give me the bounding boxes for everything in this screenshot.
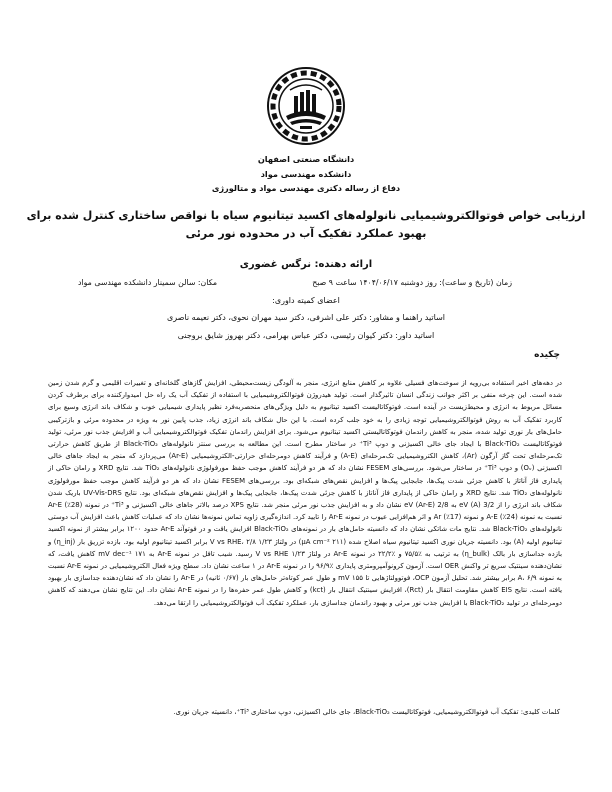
abstract-body <box>48 377 562 609</box>
faculty-name: دانشکده مهندسی مواد <box>260 169 352 179</box>
thesis-title-line2: بهبود عملکرد تفکیک آب در محدوده نور مرئی <box>185 227 427 240</box>
defense-line: دفاع از رساله دکتری مهندسی مواد و متالورژی <box>211 183 401 193</box>
committee-referees: اساتید داور: دکتر کیوان رئیسی، دکتر عباس بهرامی، دکتر بهروز شایق بروجنی <box>177 331 435 340</box>
presenter: ارائه دهنده: نرگس غضوری <box>239 259 373 270</box>
abstract-heading: چکیده <box>534 350 560 360</box>
university-name: دانشگاه صنعتی اصفهان <box>257 154 355 164</box>
committee-advisors: اساتید راهنما و مشاور: دکتر علی اشرفی، دکتر سید مهران نحوی، دکتر نعیمه ناصری <box>166 313 445 322</box>
session-place: مکان: سالن سمینار دانشکده مهندسی مواد <box>78 278 218 287</box>
abstract-paragraph: در دهه‌های اخیر استفاده بی‌رویه از سوخت‌های فسیلی علاوه بر کاهش منابع انرژی، منجر به آلودگی زیست‌محیطی، افزایش گازهای گلخانه‌ای و تغییرات اقلیمی و گرم شدن زمین شده است. این چرخه منفی بر اکثر جوانب زندگی انسان تاثیرگذار است. تولید هیدروژن فوتوالکتروشیمیایی با استفاده از تفکیک آب یک راه حل امیدوارکننده برای برطرف کردن مسائل مربوط به انرژی و محیط‌زیست در آینده است. فوتوکاتالیست اکسید تیتانیوم به دلیل ویژگی‌های منحصربه‌فرد نظیر پایداری شیمیایی خوب و شکاف باند انرژی وسیع برای کاربرد تفکیک آب به روش فوتوالکتروشیمیایی توجه زیادی را به خود جلب کرده است. با این حال شکاف باند انرژی زیاد، جذب پایین نور به ویژه در محدوده مرئی و بازترکیبی حامل‌های بار نوری تولید شده، منجر به کاهش راندمان فوتوکاتالیستی اکسید تیتانیوم می‌شود. برای افزایش راندمان تفکیک فوتوالکتروشیمیایی آب و افزایش جذب نور مرئی، تولید فوتوکاتالیست Black-TiO₂ با ایجاد جای خالی اکسیژنی و دوپ Ti³⁺ در ساختار مطرح است. این مطالعه به بررسی سنتز نانولوله‌های Black-TiO₂ از طریق کاهش حرارتی تک‌مرحله‌ای تحت گاز آرگون (Ar)، کاهش الکتروشیمیایی تک‌مرحله‌ای (A-E) و فرآیند کاهش دومرحله‌ای حرارتی-الکتروشیمیایی (Ar-E) می‌پردازد که منجر به ایجاد جاهای خالی اکسیژنی (Oᵥ) و دوپ Ti³⁺ در ساختار می‌شود. بررسی‌های FESEM نشان داد که هر دو فرآیند کاهش موجب حفظ مورفولوژی نانولوله‌های TiO₂ شد. نتایج XRD و رامان حاکی از پایداری فاز آناتاز با کاهش جزئی شدت پیک‌ها، جابجایی پیک‌ها و افزایش نقص‌های شبکه‌ای بود. بررسی‌های FESEM نشان داد که هر دو فرآیند کاهش موجب حفظ مورفولوژی نانولوله‌های TiO₂ شد. نتایج XRD و رامان حاکی از پایداری فاز آناتاز با کاهش جزئی شدت پیک‌ها، جابجایی پیک‌ها و افزایش نقص‌های شبکه‌ای بود. نتایج UV-Vis-DRS باریک شدن شکاف باند انرژی را از 3/2 eV (A) به 2/8 eV (Ar-E) نشان داد و به افزایش جذب نور مرئی منجر شد. نتایج XPS درصد بالاتر جاهای خالی اکسیژنی و Ti³⁺ در نمونه Ar-E (٪28) نسبت به نمونه A-E (٪24) و نمونه Ar (٪17) و اثر هم‌افزایی عیوب در نمونه Ar-E را تایید کرد. اندازه‌گیری زاویه تماس نمونه‌ها نشان داد که عملیات کاهش باعث افزایش آب دوستی نانولوله‌های Black-TiO₂ شد. نتایج مات شاتکی نشان داد که دانسیته حامل‌های بار در نمونه‌های Black-TiO₂ افزایش یافت و در فوتوآند Ar-E حدود ۱۲۰۰ برابر بیشتر از نمونه اکسید تیتانیوم اولیه (A) بود. دانسیته جریان نوری اکسید تیتانیوم سیاه اصلاح شده (۲۱۱ μA cm⁻²) در ولتاژ ۱/۲۳ V vs RHE، ۲/۸ برابر اکسید تیتانیوم اولیه بود. بازده تزریق بار (η_inj) و بازده جداسازی بار بالک (η_bulk) به ترتیب به ٪۷۵/۵ و ٪۲۲/۲ در نمونه Ar-E در ولتاژ ۱/۲۳ V vs RHE رسید. شیب تافل در نمونه Ar-E به ۱۷۱ mV dec⁻¹ کاهش یافت، که نشان‌دهنده سینتیک سریع تر واکنش OER است. آزمون کرونوآمپرومتری پایداری ٪۹۶/۹ را در نمونه Ar-E در ۱ ساعت نشان داد. سطح ویژه فعال الکتروشیمیایی در نمونه Ar-E نسبت به نمونه A، ۶/۹ برابر بیشتر شد. تحلیل آزمون OCP، فوتوولتاژهایی تا ۱۵۵ mV و طول عمر کوتاه‌تر حامل‌های بار (۰/۶۷ ثانیه) در Ar-E را نشان داد که نشان‌دهنده جداسازی بار بهبود یافته است. نتایج EIS کاهش مقاومت انتقال بار (Rct)، افزایش سینتیک انتقال بار (kct) و کاهش طول عمر حفره‌ها را در نمونه Ar-E نشان داد. این نتایج نشان می‌دهند که کاهش دومرحله‌ای در تولید Black-TiO₂ با افزایش جذب نور مرئی و بهبود راندمان جداسازی بار، عملکرد تفکیک آب فوتوالکتروشیمیایی را ارتقا می‌دهد. <box>48 379 563 607</box>
university-logo <box>266 66 346 146</box>
thesis-title-line1: ارزیابی خواص فوتوالکتروشیمیایی نانولوله‌های اکسید تیتانیوم سیاه با نواقص ساختاری کنترل شده برای <box>26 209 586 222</box>
session-time: زمان (تاریخ و ساعت): روز دوشنبه ۱۴۰۴/۰۶/۱۷ ساعت ۹ صبح <box>312 278 512 287</box>
committee-heading: اعضای کمیته داوری: <box>272 296 340 305</box>
keywords: کلمات کلیدی: تفکیک آب فوتوالکتروشیمیایی، فوتوکاتالیست Black-TiO₂، جای خالی اکسیژنی، دوپ ساختاری Ti³⁺، دانسیته جریان نوری. <box>173 708 560 716</box>
